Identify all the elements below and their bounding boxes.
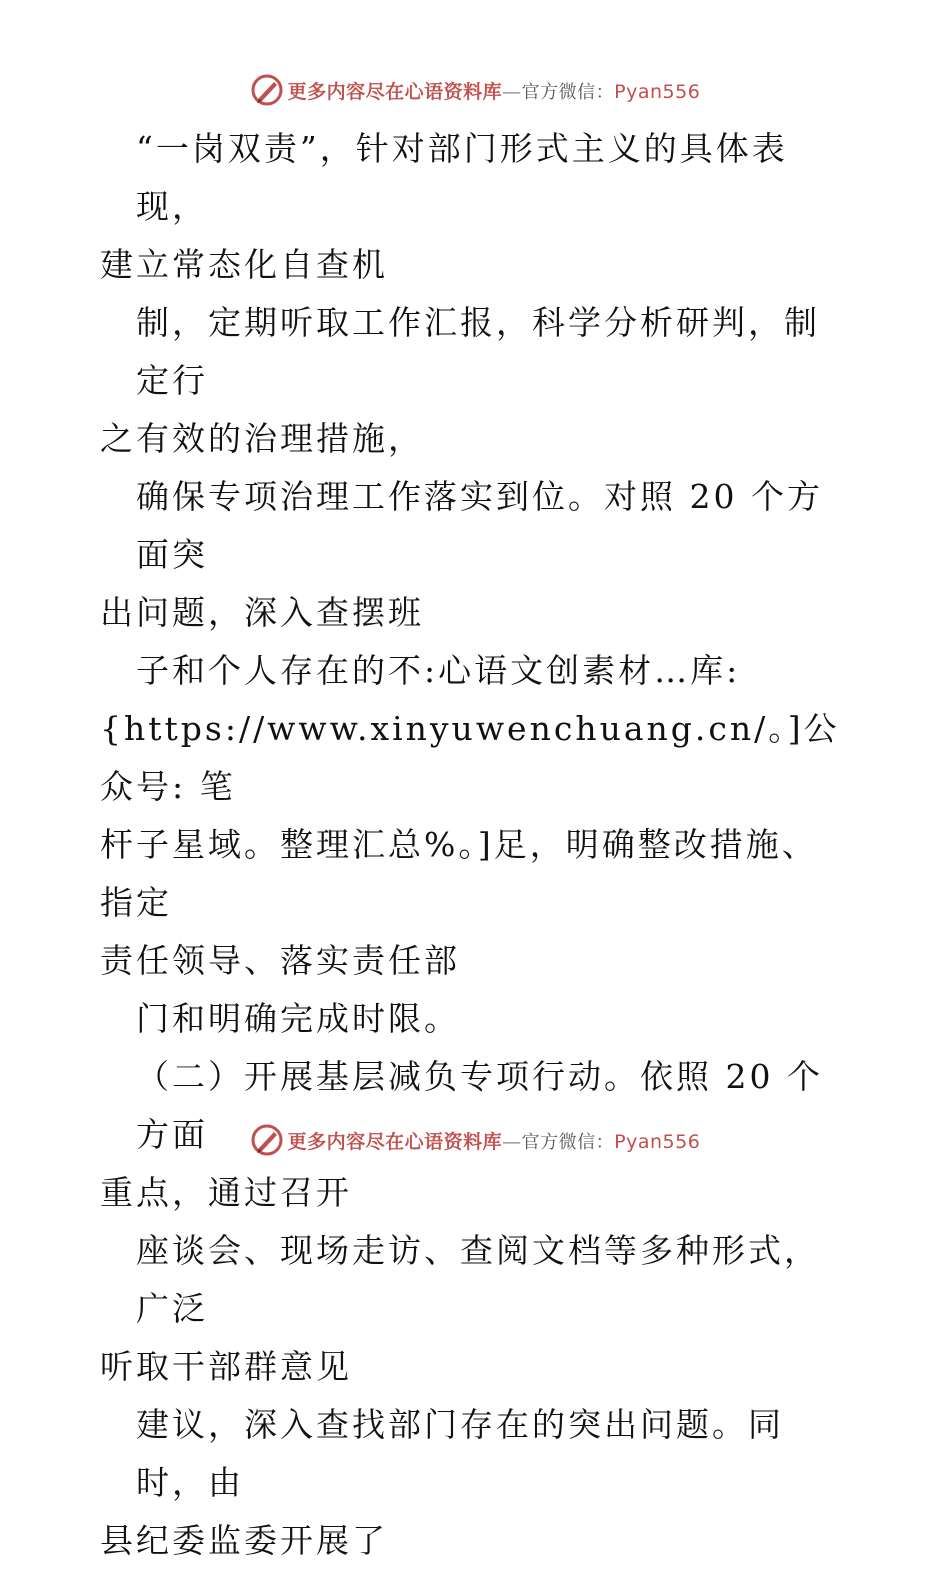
text-line: 建立常态化自查机 <box>100 245 388 284</box>
banner-text: 更多内容尽在心语资料库—官方微信：Pyan556 <box>287 80 701 103</box>
text-line: “一岗双责”，针对部门形式主义的具体表现， <box>136 129 788 226</box>
pen-logo-icon <box>250 73 284 107</box>
text-line: 座谈会、现场走访、查阅文档等多种形式，广泛 <box>136 1231 820 1328</box>
text-line: 确保专项治理工作落实到位。对照 20 个方面突 <box>136 477 823 574</box>
banner-text: 更多内容尽在心语资料库—官方微信：Pyan556 <box>287 1130 701 1153</box>
text-line: 建议，深入查找部门存在的突出问题。同时，由 <box>136 1405 784 1502</box>
text-line: （二）开展基层减负专项行动。依照 20 个方面 <box>136 1057 823 1154</box>
text-line: 责任领导、落实责任部 <box>100 941 460 980</box>
text-line: 之有效的治理措施， <box>100 419 424 458</box>
text-line: 县纪委监委开展了 <box>100 1521 388 1560</box>
text-line: 出问题，深入查摆班 <box>100 593 424 632</box>
text-line: 杆子星域。整理汇总%。]足，明确整改措施、指定 <box>100 825 818 922</box>
document-body <box>100 120 852 1570</box>
text-line: 门和明确完成时限。 <box>136 999 460 1038</box>
text-line: 制，定期听取工作汇报，科学分析研判，制定行 <box>136 303 820 400</box>
pen-logo-icon <box>250 1123 284 1157</box>
text-line: 子和个人存在的不:心语文创素材…库: <box>136 651 741 690</box>
text-line: 听取干部群意见 <box>100 1347 352 1386</box>
header-banner <box>0 70 950 110</box>
text-line: {https://www.xinyuwenchuang.cn/。]公众号: 笔 <box>100 709 840 806</box>
footer-banner <box>0 1120 950 1160</box>
text-line: 重点，通过召开 <box>100 1173 352 1212</box>
